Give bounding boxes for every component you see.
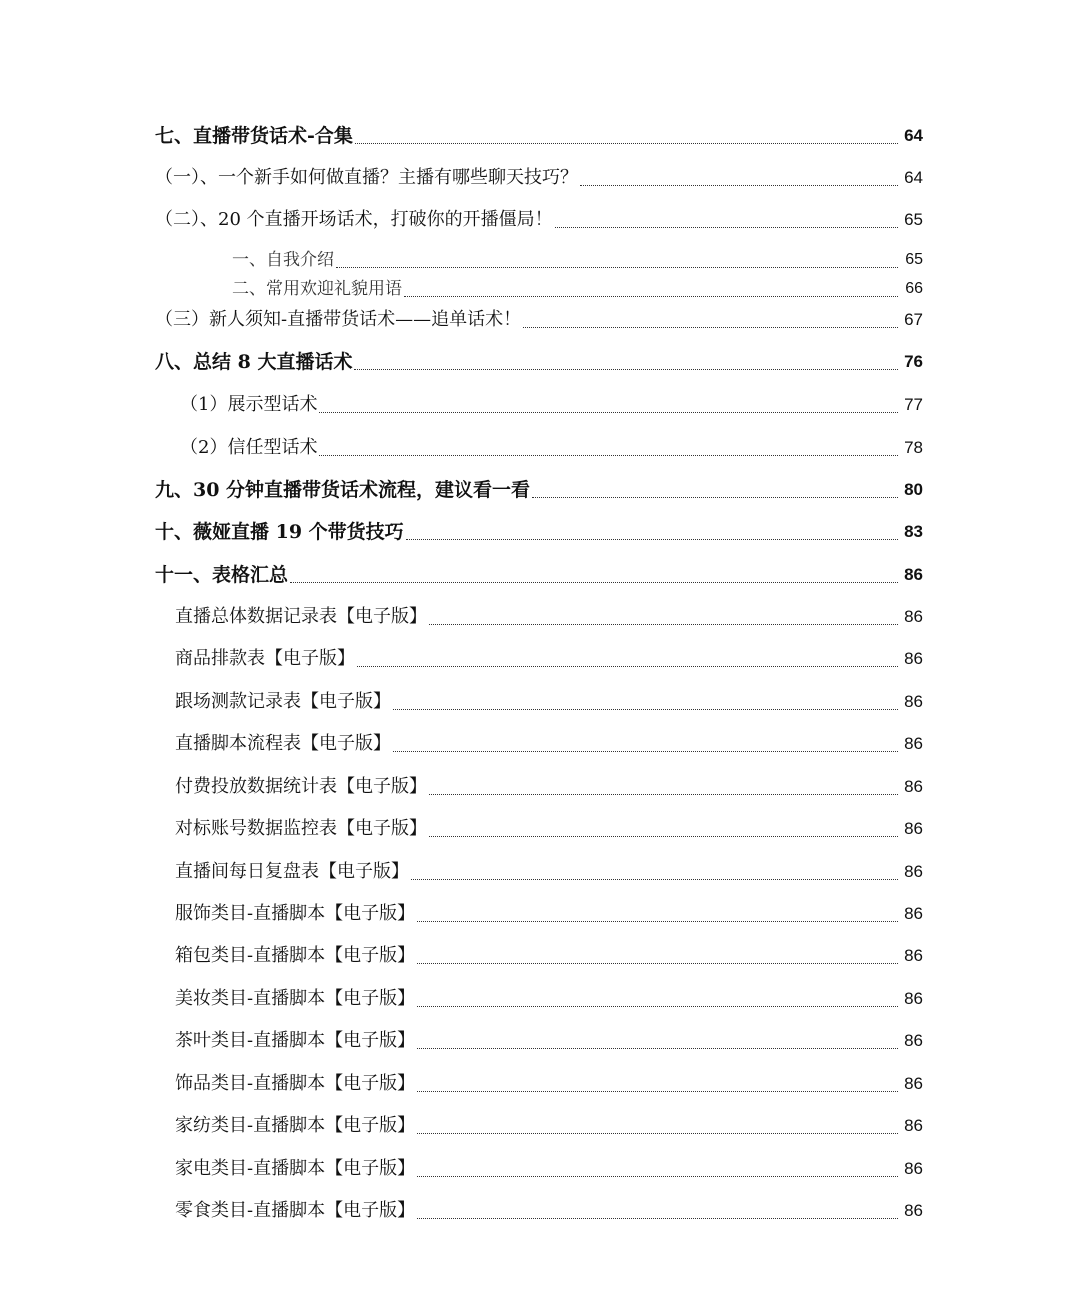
toc-entry[interactable]: [175, 1111, 923, 1141]
dot-leader: [532, 497, 898, 498]
toc-entry-title: 一、自我介绍: [232, 250, 334, 270]
toc-entry-page: 83: [904, 522, 923, 541]
toc-entry-page: 86: [904, 904, 923, 923]
toc-entry-title: 商品排款表【电子版】: [175, 648, 355, 669]
toc-entry-title: 跟场测款记录表【电子版】: [175, 691, 391, 712]
toc-entry-page: 66: [905, 280, 923, 297]
toc-entry-page: 64: [904, 126, 923, 145]
dot-leader: [417, 1048, 898, 1049]
toc-entry-title: 对标账号数据监控表【电子版】: [175, 818, 427, 839]
dot-leader: [336, 267, 898, 268]
dot-leader: [319, 412, 898, 413]
toc-entry-title: 服饰类目-直播脚本【电子版】: [175, 903, 416, 924]
toc-entry-title: 家纺类目-直播脚本【电子版】: [175, 1115, 416, 1136]
toc-entry-page: 86: [904, 692, 923, 711]
toc-entry[interactable]: [175, 687, 923, 717]
toc-entry-title: 十、薇娅直播 19 个带货技巧: [155, 521, 404, 543]
toc-entry-page: 86: [904, 565, 923, 584]
dot-leader: [417, 921, 898, 922]
toc-entry-page: 65: [905, 251, 923, 268]
toc-entry-page: 86: [904, 989, 923, 1008]
toc-entry-title: 直播间每日复盘表【电子版】: [175, 861, 409, 882]
dot-leader: [555, 227, 898, 228]
toc-entry[interactable]: [175, 729, 923, 759]
toc-entry[interactable]: [175, 984, 923, 1014]
dot-leader: [411, 879, 898, 880]
dot-leader: [417, 1176, 898, 1177]
toc-entry[interactable]: [175, 857, 923, 887]
toc-entry-page: 86: [904, 862, 923, 881]
toc-entry[interactable]: [175, 602, 923, 632]
toc-entry-title: 八、总结 8 大直播话术: [155, 351, 353, 373]
dot-leader: [417, 1091, 898, 1092]
dot-leader: [393, 751, 898, 752]
toc-entry-title: 十一、表格汇总: [155, 564, 289, 586]
toc-entry[interactable]: [155, 205, 923, 235]
toc-entry-title: 茶叶类目-直播脚本【电子版】: [175, 1030, 416, 1051]
toc-entry-page: 86: [904, 819, 923, 838]
toc-entry-title: 七、直播带货话术-合集: [155, 125, 353, 147]
dot-leader: [417, 1218, 898, 1219]
dot-leader: [429, 624, 898, 625]
dot-leader: [417, 1006, 898, 1007]
dot-leader: [355, 143, 898, 144]
toc-entry-page: 86: [904, 649, 923, 668]
dot-leader: [354, 369, 898, 370]
dot-leader: [417, 1133, 898, 1134]
dot-leader: [429, 794, 898, 795]
toc-entry-page: 77: [904, 395, 923, 414]
dot-leader: [580, 185, 898, 186]
toc-entry[interactable]: [175, 814, 923, 844]
toc-entry-page: 86: [904, 1031, 923, 1050]
toc-entry-page: 67: [904, 310, 923, 329]
toc-entry[interactable]: [155, 121, 923, 151]
toc-entry-page: 86: [904, 607, 923, 626]
toc-entry-title: 零食类目-直播脚本【电子版】: [175, 1200, 416, 1221]
dot-leader: [523, 327, 898, 328]
toc-entry-title: （三）新人须知-直播带货话术——追单话术！: [155, 309, 522, 330]
toc-entry[interactable]: [175, 644, 923, 674]
toc-entry-page: 86: [904, 1159, 923, 1178]
toc-entry-page: 65: [904, 210, 923, 229]
dot-leader: [290, 582, 898, 583]
toc-entry[interactable]: [180, 433, 923, 463]
toc-entry-title: 美妆类目-直播脚本【电子版】: [175, 988, 416, 1009]
toc-entry-title: （2）信任型话术: [180, 437, 318, 458]
toc-entry[interactable]: [175, 1069, 923, 1099]
toc-entry[interactable]: [155, 347, 923, 377]
dot-leader: [393, 709, 898, 710]
toc-entry[interactable]: [175, 1026, 923, 1056]
toc-entry-title: （二）、20 个直播开场话术，打破你的开播僵局！: [155, 209, 553, 230]
dot-leader: [357, 666, 898, 667]
toc-entry-page: 86: [904, 1074, 923, 1093]
toc-entry[interactable]: [155, 560, 923, 590]
toc-entry-title: 付费投放数据统计表【电子版】: [175, 776, 427, 797]
toc-entry-page: 78: [904, 438, 923, 457]
toc-entry[interactable]: [232, 245, 923, 275]
toc-entry-page: 86: [904, 777, 923, 796]
toc-entry[interactable]: [175, 941, 923, 971]
toc-entry-page: 64: [904, 168, 923, 187]
toc-entry[interactable]: [175, 1154, 923, 1184]
toc-entry[interactable]: [155, 475, 923, 505]
toc-entry[interactable]: [232, 274, 923, 304]
toc-entry-page: 86: [904, 946, 923, 965]
toc-entry-page: 86: [904, 1116, 923, 1135]
toc-entry-title: 家电类目-直播脚本【电子版】: [175, 1158, 416, 1179]
toc-entry[interactable]: [180, 390, 923, 420]
toc-entry[interactable]: [175, 1196, 923, 1226]
toc-entry-page: 76: [904, 352, 923, 371]
toc-entry-title: 九、30 分钟直播带货话术流程，建议看一看: [155, 479, 531, 501]
toc-entry-page: 80: [904, 480, 923, 499]
toc-entry-title: （1）展示型话术: [180, 394, 318, 415]
dot-leader: [319, 455, 898, 456]
toc-entry-page: 86: [904, 1201, 923, 1220]
dot-leader: [404, 296, 898, 297]
dot-leader: [417, 963, 898, 964]
toc-entry[interactable]: [155, 305, 923, 335]
toc-entry-title: 直播总体数据记录表【电子版】: [175, 606, 427, 627]
toc-entry[interactable]: [175, 772, 923, 802]
toc-entry-title: 箱包类目-直播脚本【电子版】: [175, 945, 416, 966]
dot-leader: [406, 539, 898, 540]
toc-entry[interactable]: [155, 517, 923, 547]
toc-entry[interactable]: [175, 899, 923, 929]
dot-leader: [429, 836, 898, 837]
toc-entry-title: 二、常用欢迎礼貌用语: [232, 279, 402, 299]
toc-entry[interactable]: [155, 163, 923, 193]
toc-entry-title: 饰品类目-直播脚本【电子版】: [175, 1073, 416, 1094]
toc-entry-page: 86: [904, 734, 923, 753]
toc-entry-title: 直播脚本流程表【电子版】: [175, 733, 391, 754]
toc-entry-title: （一）、一个新手如何做直播？主播有哪些聊天技巧？: [155, 167, 578, 188]
